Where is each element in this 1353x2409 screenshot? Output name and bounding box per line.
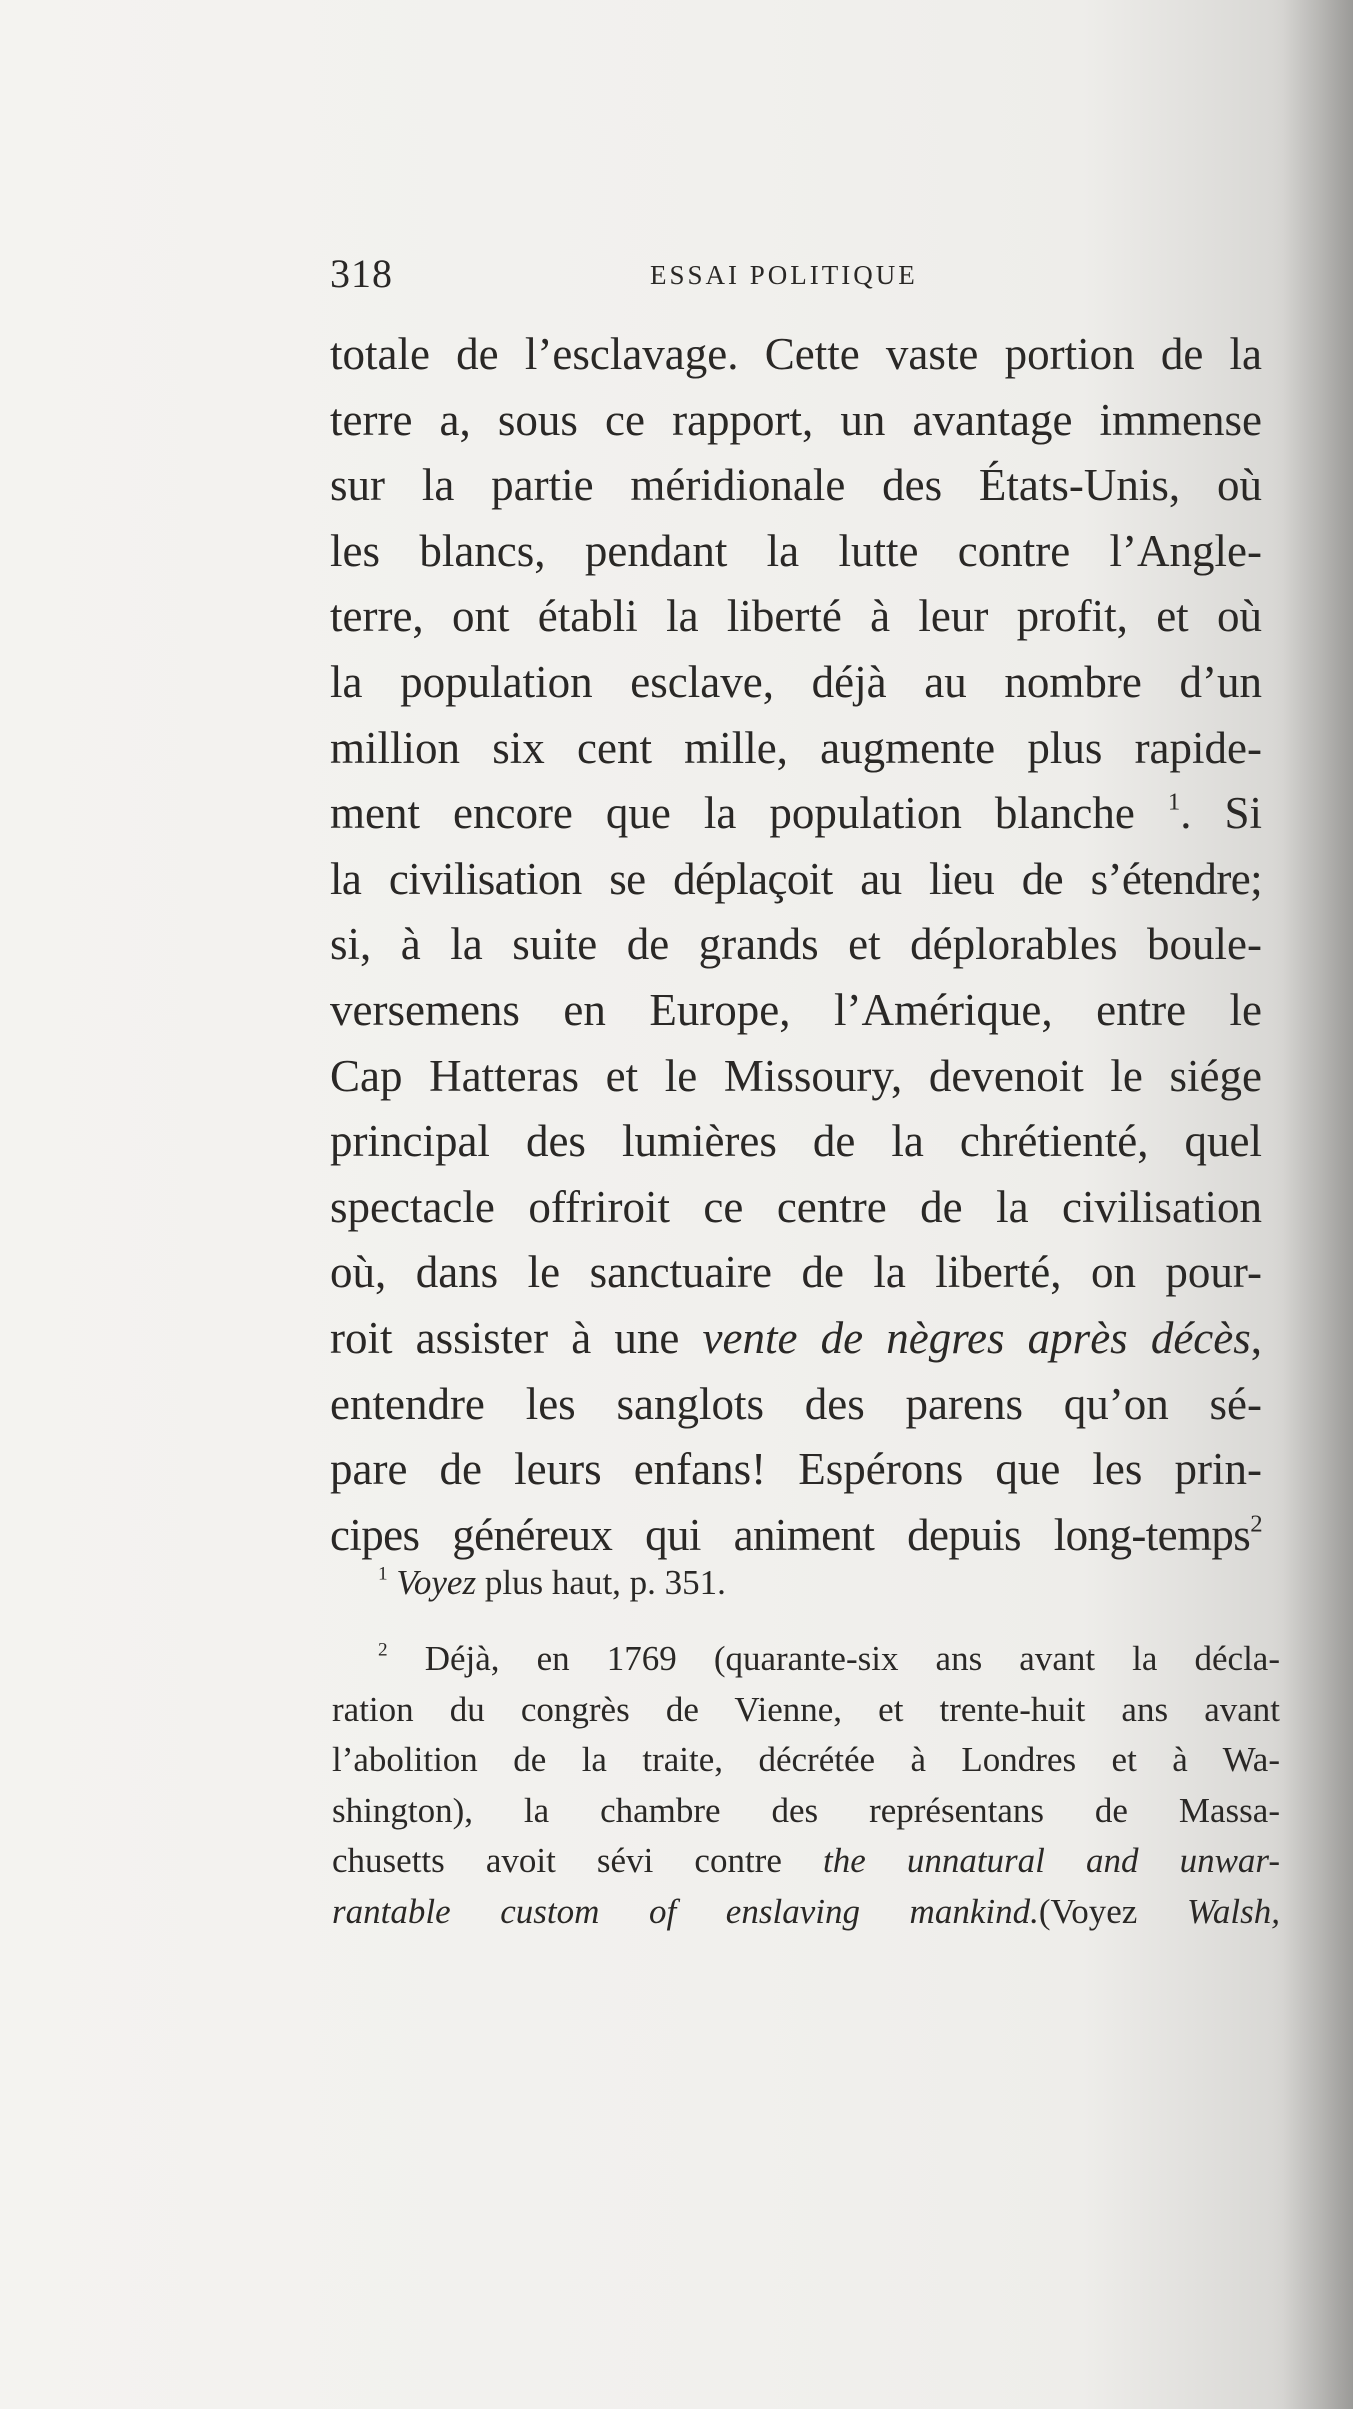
running-head: ESSAI POLITIQUE bbox=[650, 260, 918, 290]
footnote-1 bbox=[332, 1555, 1280, 1610]
footnote-line: l’abolition de la traite, décrétée à Londres et à Wa- bbox=[332, 1740, 1280, 1779]
footnote-text: chusetts avoit sévi contre bbox=[332, 1841, 782, 1880]
text-line: terre a, sous ce rapport, un avantage immense bbox=[330, 394, 1262, 445]
footnote-line: shington), la chambre des représentans de Massa- bbox=[332, 1790, 1280, 1830]
footnote-line bbox=[332, 1634, 1280, 1685]
text-line: la population esclave, déjà au nombre d’un bbox=[330, 656, 1262, 707]
text-line: entendre les sanglots des parens qu’on sé- bbox=[330, 1378, 1262, 1429]
italic-phrase: Voyez bbox=[396, 1563, 477, 1602]
footnote-text: Déjà, en 1769 (quarante-six ans avant la décla- bbox=[387, 1639, 1280, 1678]
text-line: la civilisation se déplaçoit au lieu de s’étendre; bbox=[330, 853, 1262, 904]
text-line: versemens en Europe, l’Amérique, entre le bbox=[330, 984, 1262, 1035]
italic-phrase: Walsh, bbox=[1186, 1891, 1280, 1931]
text-line: million six cent mille, augmente plus rapide- bbox=[330, 722, 1262, 773]
footnote-line: ration du congrès de Vienne, et trente-huit ans avant bbox=[332, 1689, 1280, 1729]
footnotes bbox=[332, 1555, 1280, 1937]
text-line: principal des lumières de la chrétienté, quel bbox=[330, 1116, 1262, 1167]
text-line: où, dans le sanctuaire de la liberté, on pour- bbox=[330, 1247, 1262, 1298]
italic-phrase: rantable custom of enslaving mankind. bbox=[332, 1891, 1039, 1931]
page-number: 318 bbox=[330, 251, 393, 296]
text-line bbox=[330, 1306, 1262, 1372]
main-text bbox=[330, 322, 1262, 1568]
text-line: Cap Hatteras et le Missoury, devenoit le siége bbox=[330, 1050, 1262, 1101]
footnote-marker: 1 bbox=[378, 1563, 388, 1585]
text-line: sur la partie méridionale des États-Unis, où bbox=[330, 460, 1262, 511]
page-header bbox=[330, 250, 1260, 300]
footnote-text: (Voyez bbox=[1038, 1891, 1138, 1931]
text-line: totale de l’esclavage. Cette vaste portion de la bbox=[330, 329, 1262, 379]
text-line: terre, ont établi la liberté à leur profit, et où bbox=[330, 591, 1262, 642]
text-line: spectacle offriroit ce centre de la civilisation bbox=[330, 1181, 1262, 1232]
text-line: si, à la suite de grands et déplorables boule- bbox=[330, 919, 1262, 970]
footnote-line bbox=[332, 1887, 1280, 1938]
footnote-2 bbox=[332, 1634, 1280, 1937]
footnote-ref: 1 bbox=[1167, 788, 1181, 816]
footnote-text: plus haut, p. 351. bbox=[476, 1563, 726, 1602]
footnote-ref: 2 bbox=[1250, 1510, 1262, 1538]
text-segment: , bbox=[1250, 1312, 1263, 1363]
footnote-marker: 2 bbox=[378, 1639, 388, 1661]
text-line: pare de leurs enfans! Espérons que les prin- bbox=[330, 1444, 1262, 1495]
spine-shadow bbox=[1283, 0, 1353, 2409]
text-segment: roit assister à une bbox=[330, 1312, 680, 1363]
text-segment: ment encore que la population blanche bbox=[330, 788, 1135, 839]
italic-phrase: vente de nègres après décès bbox=[702, 1312, 1251, 1363]
text-segment: cipes généreux qui animent depuis long-temps bbox=[330, 1509, 1251, 1560]
text-segment: . Si bbox=[1180, 788, 1262, 839]
footnote-line bbox=[332, 1836, 1280, 1887]
text-line: les blancs, pendant la lutte contre l’Angle- bbox=[330, 525, 1262, 576]
italic-phrase: the unnatural and unwar- bbox=[822, 1841, 1281, 1880]
text-line bbox=[330, 781, 1262, 847]
